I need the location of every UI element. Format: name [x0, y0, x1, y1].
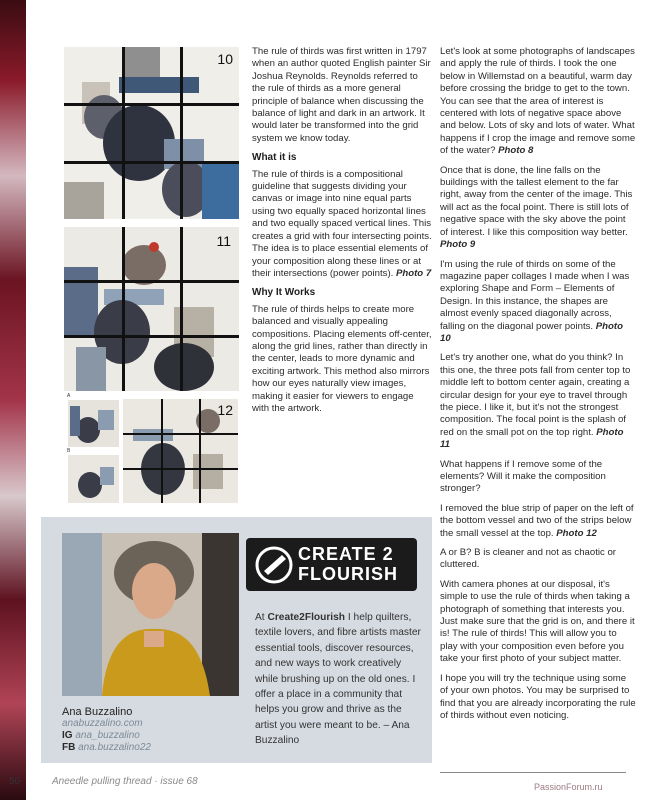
footer-divider: [440, 772, 626, 773]
paragraph: A or B? B is cleaner and not as chaotic or cluttered.: [440, 547, 616, 571]
photo-b-label: B: [67, 448, 71, 454]
collage-art: [64, 227, 239, 391]
photo-number: 10: [217, 51, 233, 67]
site-watermark: PassionForum.ru: [534, 782, 603, 792]
what-it-is-paragraph: The rule of thirds is a compositional guideline that suggests dividing your canvas or image into nine equal parts using two equally spaced horizontal lines and two equally spaced vertical lines. This creates a grid with four intersecting points. The idea is to place essential elements of your composition along these lines or at their intersections (power points). Photo 7: [252, 168, 432, 279]
author-website-link[interactable]: anabuzzalino.com: [62, 718, 143, 729]
paragraph: I removed the blue strip of paper on the left of the bottom vessel and two of the strips below the small vessel at the top. Photo 12: [440, 502, 634, 539]
paragraph: I hope you will try the technique using some of your own photos. You may be surprised to find that you are already incorporating the rule of thirds without even noticing.: [440, 672, 636, 721]
paragraph: What happens if I remove some of the elements? Will it make the composition stronger?: [440, 458, 606, 495]
logo-line-1: CREATE 2: [298, 544, 394, 564]
photo-10-collage: [64, 47, 239, 219]
heading-what-it-is: What it is: [252, 152, 297, 164]
magazine-title: Aneedle pulling thread · issue 68: [52, 776, 198, 787]
page-edge-decoration: [0, 0, 26, 800]
intro-paragraph: The rule of thirds was first written in 1797 when an author quoted English painter Sir Joshua Reynolds. Reynolds referred to the rule of thirds as a more general principle of balance when discussing the balance of light and dark in an artwork. It would later be transformed into the grid system we know today.: [252, 46, 431, 144]
create2flourish-logo: [246, 538, 417, 591]
author-instagram: IG ana_buzzalino: [62, 730, 140, 741]
paragraph: Let's look at some photographs of landscapes and apply the rule of thirds. I took the one below in Willemstad on a beautiful, warm day before crossing the bridge to get to the town. You can see that the area of interest is centered with lots of negative space above and below. Lots of sky and lots of water. What happens if I crop the image and remove some of the water? Photo 8: [440, 46, 636, 157]
author-facebook: FB ana.buzzalino22: [62, 742, 151, 753]
photo-a-label: A: [67, 393, 71, 399]
brand-name: Create2Flourish: [267, 612, 346, 623]
paragraph: With camera phones at our disposal, it's simple to use the rule of thirds when taking a photograph of something that interests you. Just make sure that the grid is on, and there it is! The rule of thirds! This will allow you to play with your composition even before you take your first photo of your subject matter.: [440, 578, 635, 665]
page-number: 50: [9, 776, 21, 787]
photo-12-collage: [123, 399, 238, 503]
logo-brush-icon: [252, 543, 296, 587]
instagram-link[interactable]: ana_buzzalino: [75, 730, 140, 741]
author-portrait: [62, 533, 239, 696]
portrait-art: [62, 533, 239, 696]
thumbnail-art: [68, 455, 119, 503]
why-it-works-paragraph: The rule of thirds helps to create more balanced and visually appealing compositions. Placing elements off-center, along the grid lines, rather than directly in the center, leads to more dynamic and exciting artwork. This method also mirrors how our eyes naturally view images, making it easier for viewers to engage with the artwork.: [252, 303, 432, 414]
paragraph: I'm using the rule of thirds on some of the magazine paper collages I made when I was exploring Shape and Form – Elements of Design. In this instance, the shapes are almost evenly spaced diagonally across, falling on the diagonal power points. Photo 10: [440, 258, 630, 344]
logo-line-2: FLOURISH: [298, 564, 398, 584]
middle-text-column: [252, 46, 432, 422]
paragraph: Let's try another one, what do you think? In this one, the three pots fall from center top to middle left to bottom center again, creating a circular design for your eye to travel through the piece. I like it, but it's not the strongest composition. The focal point is the splash of red on the small pot on the top right. Photo 11: [440, 352, 631, 451]
photo-b-thumbnail: [68, 455, 119, 503]
photo-a-thumbnail: [68, 400, 119, 447]
paragraph: Once that is done, the line falls on the buildings with the tallest element to the far right, away from the center of the image. This will act as the focal point. There is still lots of negative space with the sky above the point of interest. I like this composition way better. Photo 9: [440, 164, 633, 251]
author-name: Ana Buzzalino: [62, 706, 133, 718]
right-text-column: [440, 46, 636, 729]
promo-description: At Create2Flourish I help quilters, textile lovers, and fibre artists master essential tools, discover resources, and new ways to work creatively while brushing up on the old ones. I offer a place in a community that helps you grow and thrive as the artist you were meant to be. – Ana Buzzalino: [255, 612, 421, 747]
facebook-link[interactable]: ana.buzzalino22: [78, 742, 151, 753]
collage-art: [64, 47, 239, 219]
heading-why-it-works: Why It Works: [252, 287, 316, 299]
photo-number: 11: [216, 233, 231, 249]
author-credits: [62, 706, 151, 754]
photo-number: 12: [217, 402, 233, 418]
thumbnail-art: [68, 400, 119, 447]
photo-11-collage: [64, 227, 239, 391]
